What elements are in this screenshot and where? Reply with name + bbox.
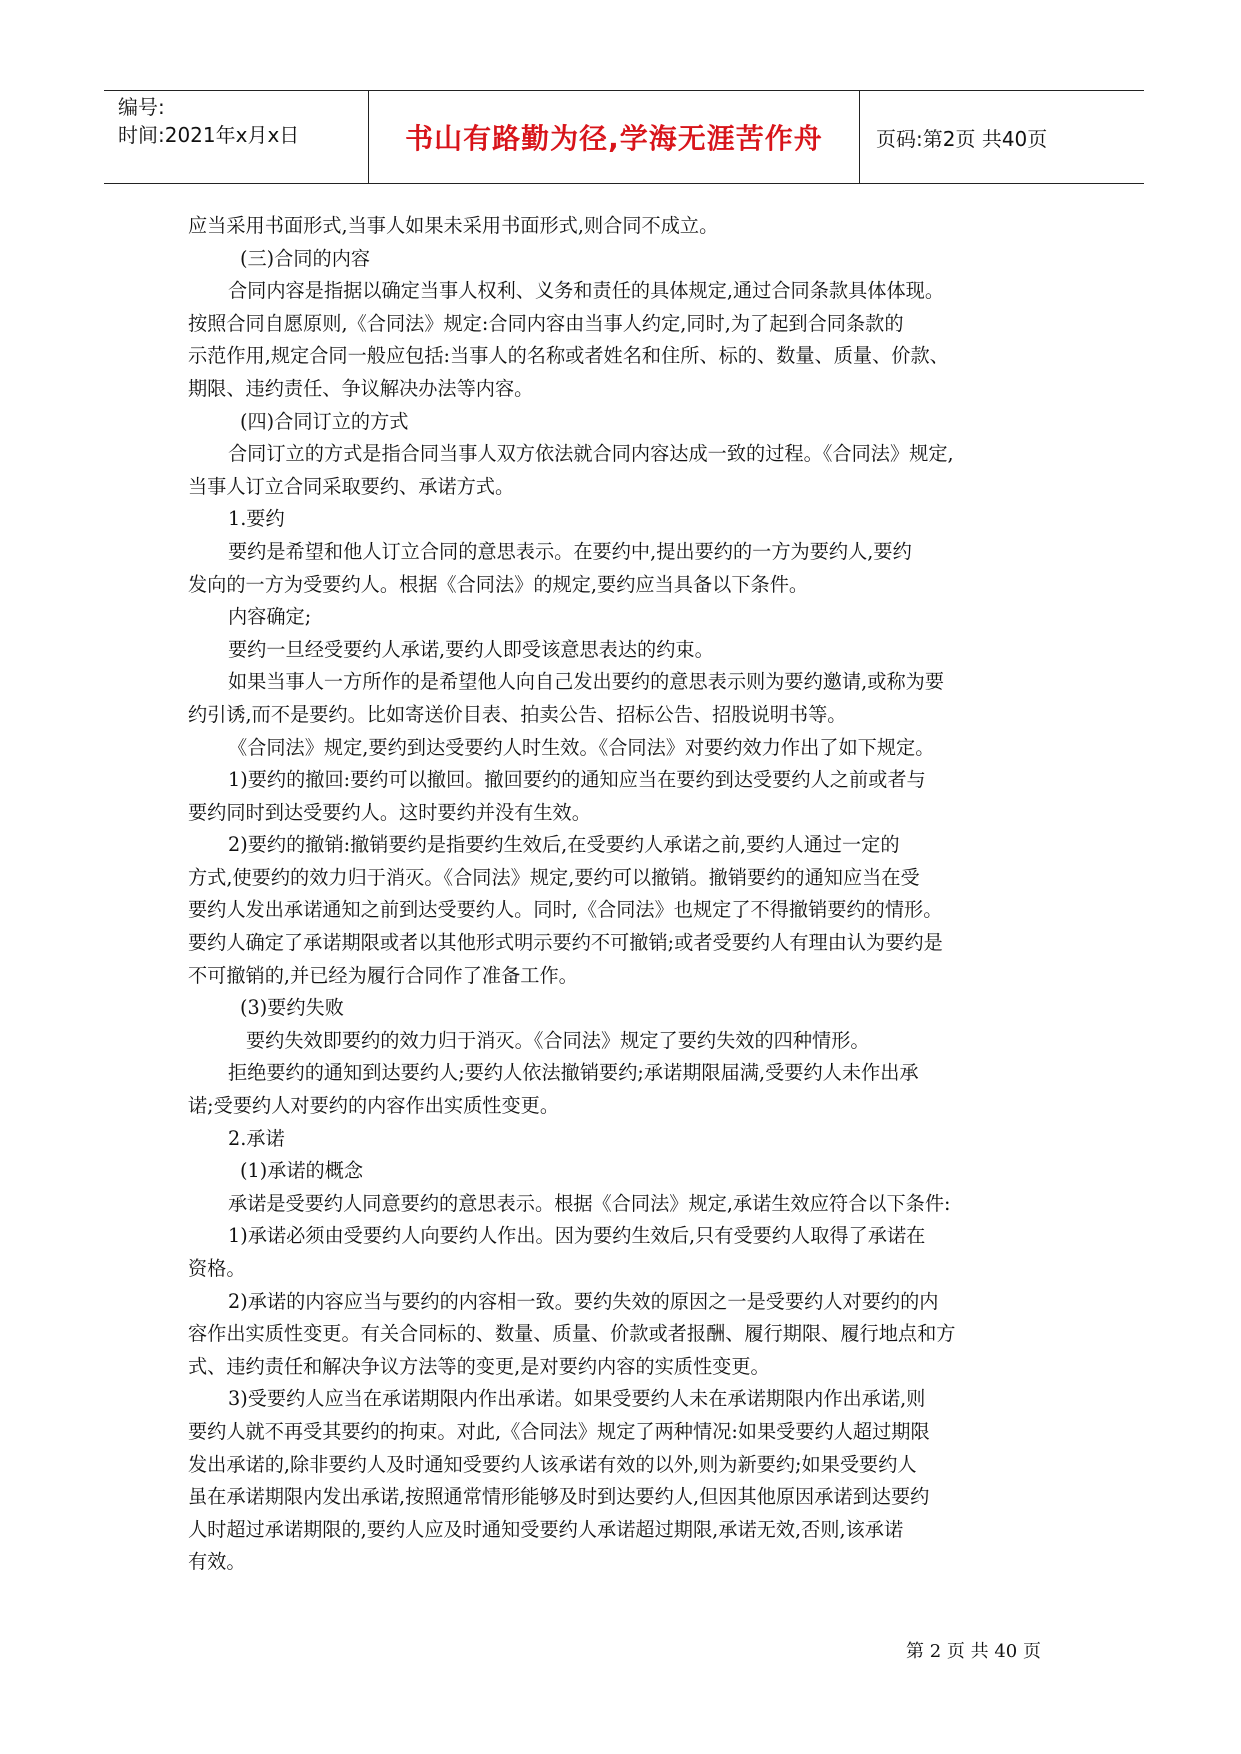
body-line: 有效。 xyxy=(188,1550,246,1574)
header-motto-cell xyxy=(368,91,860,183)
body-line: 期限、违约责任、争议解决办法等内容。 xyxy=(188,376,534,400)
body-line: (3)要约失败 xyxy=(240,996,344,1020)
header-page-cell xyxy=(860,91,1160,183)
body-line: 2)承诺的内容应当与要约的内容相一致。要约失效的原因之一是受要约人对要约的内 xyxy=(228,1289,939,1313)
body-line: 要约一旦经受要约人承诺,要约人即受该意思表达的约束。 xyxy=(228,637,714,661)
page-footer xyxy=(906,1637,1041,1663)
body-line: 容作出实质性变更。有关合同标的、数量、质量、价款或者报酬、履行期限、履行地点和方 xyxy=(188,1322,956,1346)
body-line: 资格。 xyxy=(188,1257,246,1280)
body-line: 当事人订立合同采取要约、承诺方式。 xyxy=(188,474,515,498)
page-header xyxy=(104,90,1144,184)
body-line: 约引诱,而不是要约。比如寄送价目表、拍卖公告、招标公告、招股说明书等。 xyxy=(188,702,847,726)
body-line: 要约同时到达受要约人。这时要约并没有生效。 xyxy=(188,800,591,824)
body-line: 式、违约责任和解决争议方法等的变更,是对要约内容的实质性变更。 xyxy=(188,1354,770,1378)
body-line: 要约失效即要约的效力归于消灭。《合同法》规定了要约失效的四种情形。 xyxy=(246,1028,870,1052)
body-line: 方式,使要约的效力归于消灭。《合同法》规定,要约可以撤销。撤销要约的通知应当在受 xyxy=(188,865,920,889)
body-line: 承诺是受要约人同意要约的意思表示。根据《合同法》规定,承诺生效应符合以下条件: xyxy=(228,1191,951,1215)
body-line: (四)合同订立的方式 xyxy=(240,409,409,433)
header-meta xyxy=(118,91,368,185)
body-line: 合同订立的方式是指合同当事人双方依法就合同内容达成一致的过程。《合同法》规定, xyxy=(228,442,954,466)
body-line: 要约人就不再受其要约的拘束。对此,《合同法》规定了两种情况:如果受要约人超过期限 xyxy=(188,1419,930,1443)
body-line: 1)要约的撤回:要约可以撤回。撤回要约的通知应当在要约到达受要约人之前或者与 xyxy=(228,768,926,792)
body-line: 1)承诺必须由受要约人向要约人作出。因为要约生效后,只有受要约人取得了承诺在 xyxy=(228,1224,926,1248)
body-line: 要约是希望和他人订立合同的意思表示。在要约中,提出要约的一方为要约人,要约 xyxy=(228,539,912,563)
body-line: 1.要约 xyxy=(228,507,285,531)
body-line: 2)要约的撤销:撤销要约是指要约生效后,在受要约人承诺之前,要约人通过一定的 xyxy=(228,833,900,857)
header-motto: 书山有路勤为径,学海无涯苦作舟 xyxy=(405,122,823,155)
body-line: (三)合同的内容 xyxy=(240,246,371,270)
body-line: 要约人发出承诺通知之前到达受要约人。同时,《合同法》也规定了不得撤销要约的情形。 xyxy=(188,898,943,922)
body-line: 《合同法》规定,要约到达受要约人时生效。《合同法》对要约效力作出了如下规定。 xyxy=(228,735,935,759)
body-line: 虽在承诺期限内发出承诺,按照通常情形能够及时到达要约人,但因其他原因承诺到达要约 xyxy=(188,1485,930,1509)
footer-page-number: 第 2 页 共 40 页 xyxy=(906,1641,1041,1662)
body-line: 内容确定; xyxy=(228,605,312,629)
body-line: 示范作用,规定合同一般应包括:当事人的名称或者姓名和住所、标的、数量、质量、价款、 xyxy=(188,344,949,368)
body-line: 如果当事人一方所作的是希望他人向自己发出要约的意思表示则为要约邀请,或称为要 xyxy=(228,670,945,694)
body-line: 应当采用书面形式,当事人如果未采用书面形式,则合同不成立。 xyxy=(188,214,719,237)
body-line: 合同内容是指据以确定当事人权利、义务和责任的具体规定,通过合同条款具体体现。 xyxy=(228,279,945,303)
body-line: 发出承诺的,除非要约人及时通知受要约人该承诺有效的以外,则为新要约;如果受要约人 xyxy=(188,1452,917,1476)
body-line: 发向的一方为受要约人。根据《合同法》的规定,要约应当具备以下条件。 xyxy=(188,572,809,596)
body-line: 2.承诺 xyxy=(228,1126,285,1150)
body-line: 不可撤销的,并已经为履行合同作了准备工作。 xyxy=(188,963,578,987)
document-body xyxy=(188,210,1068,1579)
body-line: 人时超过承诺期限的,要约人应及时通知受要约人承诺超过期限,承诺无效,否则,该承诺 xyxy=(188,1517,904,1541)
body-line: 拒绝要约的通知到达要约人;要约人依法撤销要约;承诺期限届满,受要约人未作出承 xyxy=(228,1061,919,1085)
header-page-label: 页码:第2页 共40页 xyxy=(876,126,1048,151)
document-number-label: 编号: xyxy=(118,95,165,119)
body-line: (1)承诺的概念 xyxy=(240,1159,364,1183)
body-line: 按照合同自愿原则,《合同法》规定:合同内容由当事人约定,同时,为了起到合同条款的 xyxy=(188,311,904,335)
body-line: 诺;受要约人对要约的内容作出实质性变更。 xyxy=(188,1094,560,1118)
body-line: 3)受要约人应当在承诺期限内作出承诺。如果受要约人未在承诺期限内作出承诺,则 xyxy=(228,1387,926,1411)
body-line: 要约人确定了承诺期限或者以其他形式明示要约不可撤销;或者受要约人有理由认为要约是 xyxy=(188,931,943,955)
document-time-label: 时间:2021年x月x日 xyxy=(118,123,300,147)
